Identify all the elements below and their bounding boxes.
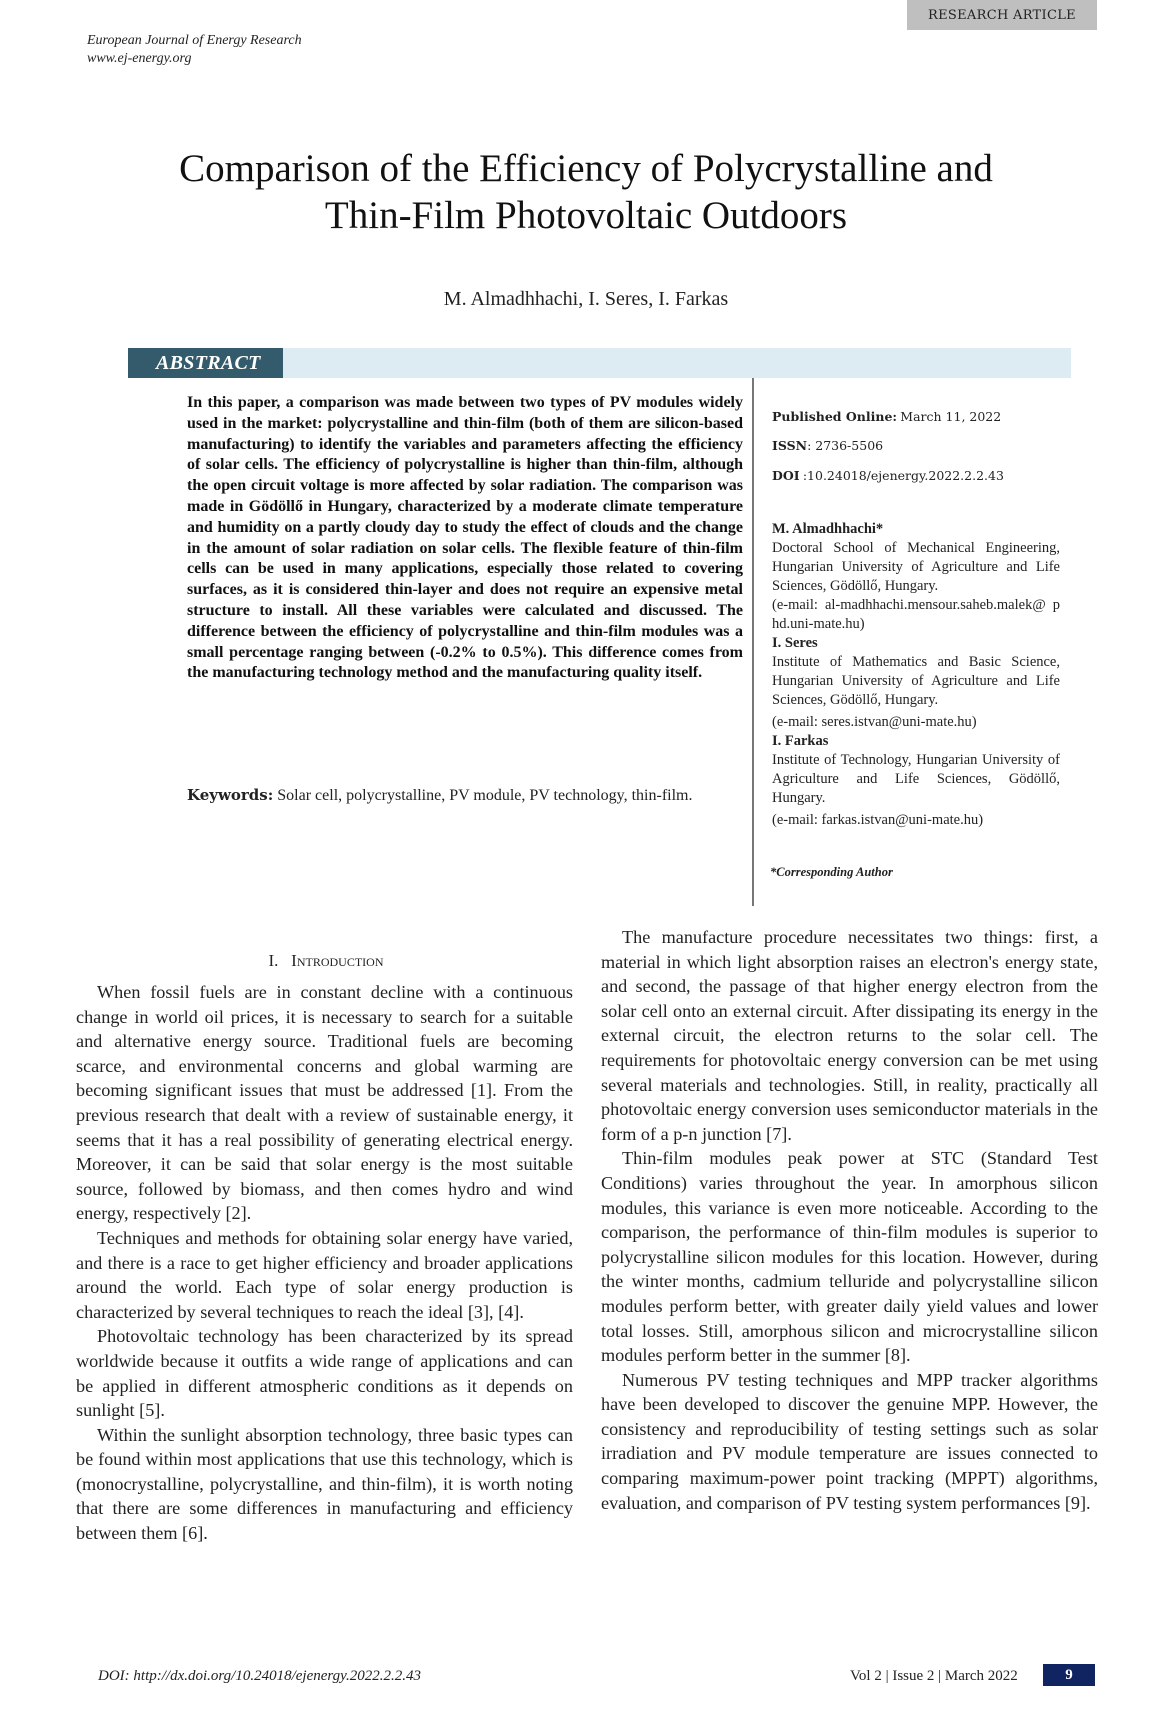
keywords bbox=[187, 785, 743, 806]
paragraph: Thin-film modules peak power at STC (Standard Test Conditions) varies throughout the year. In amorphous silicon modules, this variance is even more noticeable. According to the comparison, the performance of thin-film modules is superior to polycrystalline silicon modules for this location. However, during the winter months, cadmium telluride and polycrystalline silicon modules perform better, with greater daily yield values and lower total losses. Still, amorphous silicon and microcrystalline silicon modules perform better in the summer [8]. bbox=[601, 1148, 1098, 1366]
journal-name: European Journal of Energy Research bbox=[87, 33, 302, 48]
title-line-1: Comparison of the Efficiency of Polycrystalline and bbox=[179, 147, 993, 190]
author-institution: Institute of Mathematics and Basic Science, Hungarian University of Agriculture and Life Sciences, Gödöllő, Hungary. bbox=[772, 654, 1060, 708]
author-name: I. Farkas bbox=[772, 733, 829, 749]
doi bbox=[772, 468, 1062, 484]
paragraph: Techniques and methods for obtaining solar energy have varied, and there is a race to get higher efficiency and broader applications around the world. Each type of solar energy production is characterized by several techniques to reach the ideal [3], [4]. bbox=[76, 1227, 573, 1322]
issn-value: : 2736-5506 bbox=[807, 438, 884, 453]
paragraph: Numerous PV testing techniques and MPP tracker algorithms have been developed to discover the genuine MPP. However, the consistency and reproducibility of testing settings such as solar irradiation and PV module temperature are issues connected to comparing maximum-power point tracking (MPPT) algorithms, evaluation, and comparison of PV testing system performances [9]. bbox=[601, 1369, 1098, 1513]
author-email[interactable]: (e-mail: farkas.istvan@uni-mate.hu) bbox=[772, 812, 984, 828]
paragraph: Photovoltaic technology has been characterized by its spread worldwide because it outfits a wide range of applications and can be applied in different atmospheric conditions as it depends on sunlight [5]. bbox=[76, 1326, 573, 1421]
affiliation-3 bbox=[772, 732, 1060, 830]
doi-label: DOI bbox=[772, 468, 800, 483]
page-number: 9 bbox=[1043, 1664, 1095, 1686]
published-label: Published Online: bbox=[772, 409, 898, 424]
section-number: I. bbox=[268, 951, 279, 970]
paragraph: Within the sunlight absorption technology, three basic types can be found within most applications that use this technology, which is (monocrystalline, polycrystalline, and thin-film), it is worth noting that there are some differences in manufacturing and efficiency between them [6]. bbox=[76, 1424, 573, 1544]
footer-volume-info: Vol 2 | Issue 2 | March 2022 bbox=[850, 1668, 1018, 1684]
author-name: M. Almadhhachi* bbox=[772, 521, 884, 537]
author-institution: Doctoral School of Mechanical Engineering, Hungarian University of Agriculture and Life Sciences, Gödöllő, Hungary. bbox=[772, 540, 1060, 594]
vertical-divider bbox=[752, 378, 754, 906]
abstract-heading: ABSTRACT bbox=[128, 348, 283, 378]
body-column-left bbox=[76, 980, 573, 1546]
title-line-2: Thin-Film Photovoltaic Outdoors bbox=[324, 194, 848, 237]
author-institution: Institute of Technology, Hungarian University of Agriculture and Life Sciences, Gödöllő, Hungary. bbox=[772, 752, 1060, 806]
affiliation-1 bbox=[772, 520, 1060, 634]
abstract-text: In this paper, a comparison was made between two types of PV modules widely used in the market: polycrystalline and thin-film (both of them are silicon-based manufacturing) to identify the variables and parameters affecting the efficiency of solar cells. The efficiency of polycrystalline is higher than thin-film, although the open circuit voltage is more affected by solar radiation. The comparison was made in Gödöllő in Hungary, characterized by a moderate climate temperature and humidity on a partly cloudy day to study the effect of clouds and the change in the amount of solar radiation on solar cells. The flexible feature of thin-film cells can be used in many applications, especially those related to covering surfaces, as it is considered thin-layer and does not require an expensive metal structure to install. All these variables were calculated and discussed. The difference between the efficiency of polycrystalline and thin-film modules was a small percentage ranging between (-0.2% to 0.5%). This difference comes from the manufacturing technology method and the manufacturing quality itself. bbox=[187, 394, 743, 682]
paragraph: The manufacture procedure necessitates two things: first, a material in which light absorption raises an electron's energy state, and second, the passage of that higher energy electron from the solar cell onto an external circuit. After dissipating its energy in the external circuit, the electron returns to the solar cell. The requirements for photovoltaic energy conversion can be met using several materials and technologies. Still, in reality, practically all photovoltaic energy conversion uses semiconductor materials in the form of a p-n junction [7]. bbox=[601, 927, 1098, 1144]
keywords-label: Keywords: bbox=[187, 786, 274, 804]
paper-title bbox=[100, 145, 1072, 239]
footer-doi[interactable]: DOI: http://dx.doi.org/10.24018/ejenergy.2022.2.2.43 bbox=[98, 1668, 422, 1684]
journal-url: www.ej-energy.org bbox=[87, 51, 192, 66]
published-value: March 11, 2022 bbox=[900, 409, 1002, 424]
section-heading bbox=[76, 951, 576, 971]
doi-value[interactable]: :10.24018/ejenergy.2022.2.2.43 bbox=[802, 468, 1004, 483]
author-name: I. Seres bbox=[772, 635, 818, 651]
author-list: M. Almadhhachi, I. Seres, I. Farkas bbox=[443, 288, 729, 310]
author-email[interactable]: (e-mail: seres.istvan@uni-mate.hu) bbox=[772, 714, 977, 730]
paragraph: When fossil fuels are in constant decline with a continuous change in world oil prices, it is necessary to search for a suitable and alternative energy source. Traditional fuels are becoming scarce, and environmental concerns and global warming are becoming significant issues that must be addressed [1]. From the previous research that dealt with a review of sustainable energy, it seems that it has a real possibility of generating electrical energy. Moreover, it can be said that solar energy is the most suitable source, followed by biomass, and then comes hydro and wind energy, respectively [2]. bbox=[76, 982, 573, 1224]
journal-header bbox=[87, 32, 302, 68]
published-online bbox=[772, 409, 1062, 425]
section-title: Introduction bbox=[291, 951, 384, 970]
issn bbox=[772, 438, 1062, 454]
corresponding-author-note: *Corresponding Author bbox=[770, 865, 893, 879]
author-email[interactable]: (e-mail: al-madhhachi.mensour.saheb.malek@ phd.uni-mate.hu) bbox=[772, 597, 1060, 632]
issn-label: ISSN bbox=[772, 438, 808, 453]
article-type-badge: RESEARCH ARTICLE bbox=[907, 0, 1097, 30]
body-column-right bbox=[601, 925, 1098, 1515]
keywords-list: Solar cell, polycrystalline, PV module, PV technology, thin-film. bbox=[277, 787, 693, 804]
affiliation-2 bbox=[772, 634, 1060, 732]
affiliations bbox=[772, 520, 1060, 830]
